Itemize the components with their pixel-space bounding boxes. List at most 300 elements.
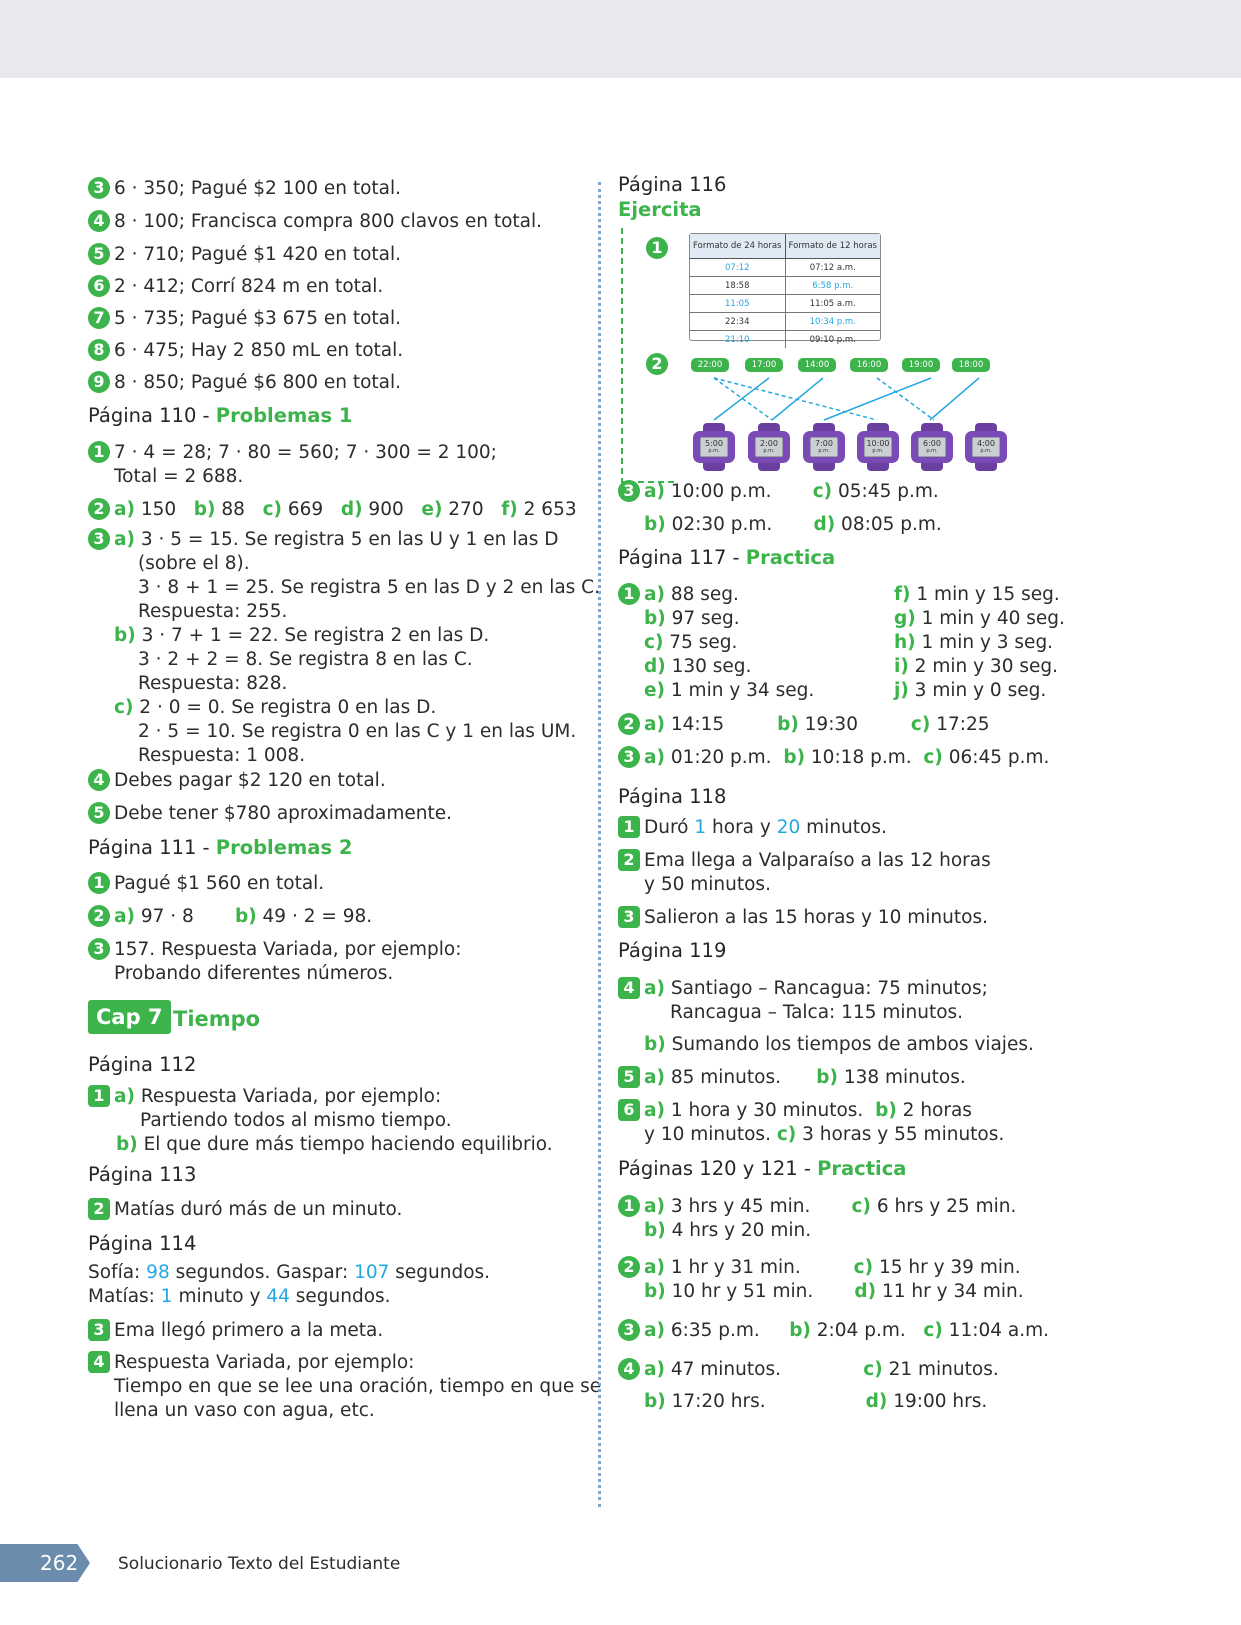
answer-line [644,1123,1004,1147]
text-run: 3 hrs y 45 min. [664,1196,852,1217]
text-run: 10:18 p.m. [805,747,924,768]
watch-display [864,437,892,457]
watch-display [755,437,783,457]
sub-label: a) [644,1359,665,1380]
answer-item [618,1195,1016,1219]
text-run: minutos. [800,817,887,838]
sub-label: a) [644,1320,665,1341]
text-run: 15 hr y 39 min. [873,1257,1021,1278]
answer-line [138,720,576,744]
time-pill: 19:00 [902,358,940,372]
time-pill: 18:00 [952,358,990,372]
sub-label: d) [340,499,363,520]
heading-accent: Practica [817,1157,907,1180]
answer-line [138,744,305,768]
answer-item [88,872,324,896]
item-number-badge: 1 [618,583,640,605]
watch-display [810,437,838,457]
text-run: 02:30 p.m. [665,514,814,535]
answer-line [644,1280,1024,1304]
text-run: 8 · 100; Francisca compra 800 clavos en total. [114,211,543,232]
item-number-badge: 6 [88,275,110,297]
watch-ampm: p.m. [980,448,992,454]
highlight-value: 44 [266,1286,290,1307]
sub-label: h) [894,632,916,653]
text-run: 17:20 hrs. [665,1391,866,1412]
item-number-badge: 3 [88,177,110,199]
sub-label: a) [644,747,665,768]
item-number-badge: 5 [88,243,110,265]
text-run: 1 min y 15 seg. [910,584,1060,605]
sub-label: g) [894,608,916,629]
text-run: Partiendo todos al mismo tiempo. [140,1110,452,1131]
text-run: 157. Respuesta Variada, por ejemplo: [114,939,462,960]
text-run: 6 hrs y 25 min. [870,1196,1017,1217]
sub-label: c) [853,1257,874,1278]
item-number-badge: 7 [88,307,110,329]
time-pill: 14:00 [798,358,836,372]
text-run: 2:04 p.m. [810,1320,924,1341]
text-run: 49 · 2 = 98. [256,906,373,927]
table-cell: 6:58 p.m. [785,277,880,295]
item-number-badge: 3 [88,528,110,550]
section-heading [88,1231,196,1257]
sub-label: a) [644,1067,665,1088]
sub-label: d) [813,514,836,535]
text-run: 85 minutos. [664,1067,817,1088]
sub-label: a) [644,481,665,502]
time-format-table [689,233,881,345]
sub-label: a) [114,906,135,927]
text-run: 47 minutos. [664,1359,864,1380]
digital-watch [911,423,953,471]
sub-label: i) [894,656,909,677]
sub-label: b) [644,608,666,629]
sub-label: c) [923,747,943,768]
text-run: 2 · 412; Corrí 824 m en total. [114,276,384,297]
sub-label: e) [421,499,443,520]
text-run: 17:25 [930,714,990,735]
text-run: 10 hr y 51 min. [665,1281,855,1302]
sub-label: a) [114,529,135,550]
item-number-badge: 1 [88,1085,110,1107]
table-header-12h: Formato de 12 horas [785,234,880,259]
answer-item [88,498,577,522]
text-run: 2 653 [517,499,577,520]
digital-watch [965,423,1007,471]
text-run: Página 110 - [88,404,216,427]
text-run: 1 min y 40 seg. [915,608,1065,629]
section-heading [618,784,726,810]
text-run: 6 · 475; Hay 2 850 mL en total. [114,340,404,361]
item-number-badge: 3 [88,938,110,960]
text-run: El que dure más tiempo haciendo equilibrio. [137,1134,553,1155]
section-heading [618,545,835,571]
answer-line [114,1375,601,1399]
text-run: 1 hr y 31 min. [664,1257,854,1278]
sub-label: a) [644,584,665,605]
item-number-badge: 6 [618,1099,640,1121]
answer-item [618,1358,999,1382]
table-cell: 07:12 a.m. [785,259,880,277]
item-number-badge: 5 [618,1066,640,1088]
text-run: 2 horas [896,1100,972,1121]
answer-item [88,769,386,793]
text-run: y 10 minutos. [644,1124,777,1145]
text-run: 900 [362,499,422,520]
answer-line [894,655,1058,679]
text-run: 2 min y 30 seg. [908,656,1058,677]
highlight-value: 107 [354,1262,390,1283]
text-run: Página 118 [618,785,727,808]
digital-watch [857,423,899,471]
heading-accent: Practica [745,546,836,569]
answer-item [618,1319,1049,1343]
answer-item [88,528,559,552]
text-run: 05:45 p.m. [832,481,939,502]
highlight-value: 20 [776,817,801,838]
text-run: 14:15 [664,714,778,735]
text-run: Duró [644,817,695,838]
answer-line [644,513,942,537]
sub-label: c) [863,1359,883,1380]
answer-item [618,816,887,840]
text-run: Respuesta: 1 008. [138,745,306,766]
item-number-badge: 4 [618,977,640,999]
answer-line [894,631,1053,655]
answer-item [88,938,461,962]
text-run: 01:20 p.m. [664,747,784,768]
text-run: Rancagua – Talca: 115 minutos. [670,1002,964,1023]
digital-watch [803,423,845,471]
text-run: 2 · 0 = 0. Se registra 0 en las D. [133,697,437,718]
text-run: 2 · 5 = 10. Se registra 0 en las C y 1 en las UM. [138,721,577,742]
sub-label: f) [894,584,911,605]
text-run: 6:35 p.m. [664,1320,790,1341]
text-run: Probando diferentes números. [114,963,394,984]
table-cell: 07:12 [690,259,785,277]
answer-line [114,624,489,648]
sub-label: b) [193,499,216,520]
answer-item [618,1256,1021,1280]
answer-item [88,1351,414,1375]
answer-item [88,905,372,929]
section-heading [88,1052,196,1078]
text-run: 669 [282,499,341,520]
text-run: 3 · 7 + 1 = 22. Se registra 2 en las D. [135,625,490,646]
answer-line [894,583,1060,607]
text-run: 4 hrs y 20 min. [665,1220,812,1241]
item-number-badge: 2 [618,849,640,871]
text-run: llena un vaso con agua, etc. [114,1400,375,1421]
item-number-badge: 2 [88,1198,110,1220]
answer-item [88,371,401,395]
answer-item [88,802,452,826]
item-number-badge: 4 [88,210,110,232]
text-run: Pagué $1 560 en total. [114,873,325,894]
watch-time: 2:00 [760,439,778,448]
text-run: 8 · 850; Pagué $6 800 en total. [114,372,402,393]
watch-ampm: p.m. [872,448,884,454]
table-cell: 10:34 p.m. [785,313,880,331]
text-run: hora y [706,817,777,838]
text-run: 1 min y 3 seg. [915,632,1054,653]
text-run: 5 · 735; Pagué $3 675 en total. [114,308,402,329]
answer-line [138,552,250,576]
time-pill: 16:00 [850,358,888,372]
table-cell: 11:05 [690,295,785,313]
answer-line [88,1285,391,1309]
heading-accent: Problemas 2 [215,836,353,859]
item-number-badge: 3 [88,1319,110,1341]
text-run: Total = 2 688. [114,466,244,487]
text-run: 88 seg. [664,584,739,605]
text-run: 97 · 8 [134,906,235,927]
sub-label: c) [644,632,664,653]
text-run: 3 · 2 + 2 = 8. Se registra 8 en las C. [138,649,473,670]
table-cell: 21:10 [690,331,785,349]
text-run: 7 · 4 = 28; 7 · 80 = 560; 7 · 300 = 2 100; [114,442,497,463]
text-run: 11 hr y 34 min. [876,1281,1024,1302]
answer-line [138,648,473,672]
text-run: Página 114 [88,1232,197,1255]
sub-label: b) [789,1320,811,1341]
answer-line [644,655,751,679]
answer-line [138,600,287,624]
text-run: Página 111 - [88,836,216,859]
answer-item [88,275,383,299]
answer-line [644,631,737,655]
item-number-badge: 2 [88,905,110,927]
watch-ampm: p.m. [818,448,830,454]
section-heading [88,835,352,861]
table-header-24h: Formato de 24 horas [690,234,785,259]
sub-label: b) [644,1034,666,1055]
top-band [0,0,1241,78]
matching-lines [690,370,990,426]
sub-label: a) [644,1196,665,1217]
text-run: 3 · 8 + 1 = 25. Se registra 5 en las D y 2 en las C. [138,577,600,598]
text-run: 270 [442,499,502,520]
sub-label: b) [783,747,806,768]
answer-item [88,210,542,234]
watch-display [700,437,728,457]
column-divider [598,182,601,1507]
text-run: Página 116 [618,173,727,196]
sub-label: f) [501,499,518,520]
item-number-badge: 1 [88,872,110,894]
watch-display [972,437,1000,457]
text-run: Página 112 [88,1053,197,1076]
item-number-badge: 3 [618,906,640,928]
text-run: 75 seg. [663,632,738,653]
section-heading [618,197,702,223]
sub-label: b) [114,625,136,646]
text-run: 3 min y 0 seg. [908,680,1047,701]
answer-line [114,696,436,720]
text-run: 1 hora y 30 minutos. [664,1100,876,1121]
answer-line [644,607,740,631]
text-run: 10:00 p.m. [664,481,813,502]
item-number-badge: 4 [88,769,110,791]
item-number-badge: 2 [618,1256,640,1278]
answer-line [644,1033,1034,1057]
text-run: Respuesta: 255. [138,601,288,622]
sub-label: c) [776,1124,797,1145]
sub-label: d) [865,1391,888,1412]
answer-line [140,1109,452,1133]
item-number-badge: 1 [618,816,640,838]
item-number-badge: 1 [618,1195,640,1217]
heading-accent: Ejercita [618,198,702,221]
answer-line [644,1219,811,1243]
sub-label: c) [851,1196,871,1217]
text-run: Respuesta: 828. [138,673,288,694]
text-run: Página 117 - [618,546,746,569]
item-number-badge: 9 [88,371,110,393]
text-run: 19:30 [798,714,911,735]
footer-title: Solucionario Texto del Estudiante [118,1554,401,1574]
text-run: 138 minutos. [837,1067,966,1088]
item-number-badge: 2 [88,498,110,520]
highlight-value: 1 [160,1286,173,1307]
text-run: 19:00 hrs. [887,1391,988,1412]
text-run: 6 · 350; Pagué $2 100 en total. [114,178,402,199]
section-heading [88,403,352,429]
text-run: 150 [134,499,194,520]
text-run: Página 119 [618,939,727,962]
sub-label: b) [644,1281,666,1302]
text-run: 3 · 5 = 15. Se registra 5 en las U y 1 en las D [134,529,559,550]
text-run: 11:04 a.m. [942,1320,1049,1341]
table-cell: 22:34 [690,313,785,331]
text-run: 3 horas y 55 minutos. [796,1124,1005,1145]
text-run: Sofía: [88,1262,147,1283]
text-run: (sobre el 8). [138,553,250,574]
exercise-2-badge: 2 [646,353,668,375]
text-run: 2 · 710; Pagué $1 420 en total. [114,244,402,265]
watch-time: 7:00 [815,439,833,448]
text-run: Santiago – Rancagua: 75 minutos; [664,978,988,999]
answer-item [88,441,497,465]
text-run: Salieron a las 15 horas y 10 minutos. [644,907,988,928]
answer-item [618,713,990,737]
answer-line [114,1399,375,1423]
sub-label: a) [114,499,135,520]
answer-line [894,679,1046,703]
text-run: Debe tener $780 aproximadamente. [114,803,453,824]
text-run: 08:05 p.m. [835,514,942,535]
watch-time: 10:00 [866,439,890,448]
watch-time: 4:00 [977,439,995,448]
item-number-badge: 5 [88,802,110,824]
sub-label: a) [644,1100,665,1121]
answer-line [644,679,814,703]
watch-time: 5:00 [705,439,723,448]
table-cell: 18:58 [690,277,785,295]
text-run: Respuesta Variada, por ejemplo: [134,1086,442,1107]
answer-line [88,1261,490,1285]
sub-label: b) [234,906,257,927]
section-heading [618,938,726,964]
section-heading [88,1162,196,1188]
sub-label: c) [910,714,931,735]
item-number-badge: 4 [88,1351,110,1373]
sub-label: b) [875,1100,897,1121]
item-number-badge: 1 [88,441,110,463]
item-number-badge: 8 [88,339,110,361]
item-number-badge: 4 [618,1358,640,1380]
chapter-tag: Cap 7 [88,1000,171,1034]
sub-label: c) [923,1320,943,1341]
text-run: Debes pagar $2 120 en total. [114,770,386,791]
answer-item [88,307,401,331]
text-run: segundos. Gaspar: [169,1262,355,1283]
section-heading [618,1156,906,1182]
exercise-1-badge: 1 [646,237,668,259]
sub-label: b) [116,1134,138,1155]
answer-item [88,1319,383,1343]
sub-label: b) [816,1067,838,1088]
answer-line [138,672,287,696]
answer-line [644,1390,987,1414]
text-run: segundos. [389,1262,491,1283]
answer-item [618,1066,966,1090]
answer-item [618,1099,972,1123]
text-run: Páginas 120 y 121 - [618,1157,818,1180]
sub-label: c) [812,481,833,502]
text-run: 06:45 p.m. [942,747,1050,768]
chapter-title: Tiempo [173,1007,261,1031]
sub-label: b) [644,1220,666,1241]
sub-label: b) [644,514,666,535]
sub-label: d) [644,656,666,677]
sub-label: a) [644,714,665,735]
answer-line [114,962,393,986]
text-run: 130 seg. [665,656,752,677]
text-run: 21 minutos. [882,1359,999,1380]
text-run: Ema llegó primero a la meta. [114,1320,384,1341]
time-pill: 17:00 [745,358,783,372]
sub-label: e) [644,680,666,701]
answer-line [894,607,1065,631]
answer-item [88,1085,441,1109]
watch-ampm: p.m. [763,448,775,454]
answer-item [88,339,403,363]
sub-label: d) [854,1281,877,1302]
highlight-value: 1 [694,817,707,838]
item-number-badge: 3 [618,480,640,502]
text-run: Tiempo en que se lee una oración, tiempo en que se [114,1376,602,1397]
text-run: Sumando los tiempos de ambos viajes. [665,1034,1034,1055]
sub-label: a) [644,978,665,999]
digital-watch [748,423,790,471]
table-cell: 11:05 a.m. [785,295,880,313]
watch-time: 6:00 [923,439,941,448]
sub-label: b) [777,714,799,735]
text-run: Ema llega a Valparaíso a las 12 horas [644,850,991,871]
text-run: y 50 minutos. [644,874,771,895]
text-run: segundos. [289,1286,391,1307]
sub-label: c) [114,697,134,718]
sub-label: c) [262,499,282,520]
watch-display [918,437,946,457]
sub-label: a) [644,1257,665,1278]
item-number-badge: 2 [618,713,640,735]
sub-label: a) [114,1086,135,1107]
section-heading [618,172,726,198]
sub-label: j) [894,680,909,701]
